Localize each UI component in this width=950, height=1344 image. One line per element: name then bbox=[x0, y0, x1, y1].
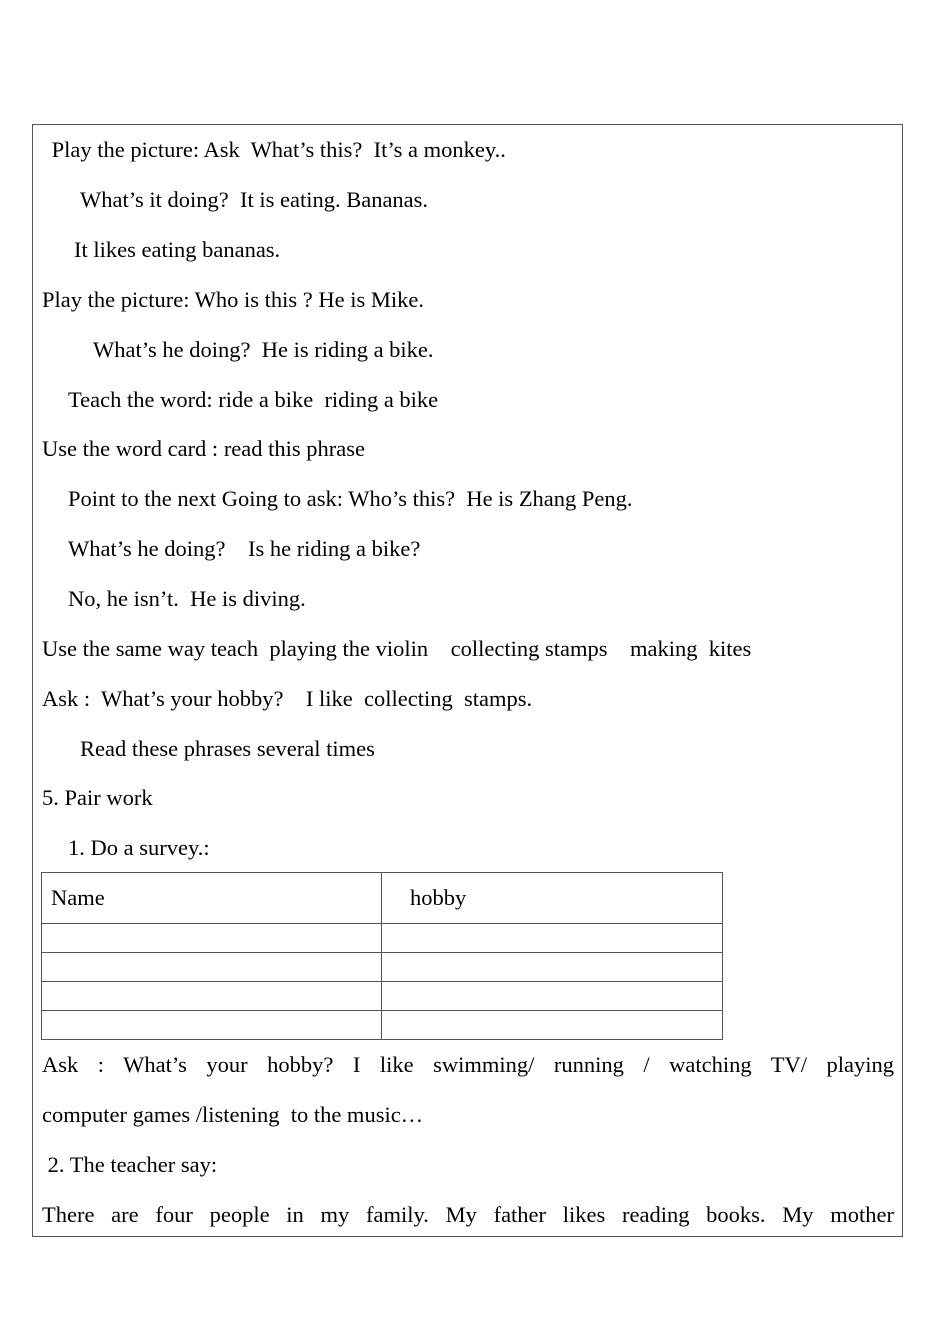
text-line: Ask : What’s your hobby? I like collecting stamps. bbox=[42, 686, 533, 711]
section-heading: 5. Pair work bbox=[42, 785, 153, 810]
survey-table bbox=[41, 872, 723, 1040]
table-cell bbox=[42, 924, 382, 953]
table-cell bbox=[382, 1011, 723, 1040]
text-line: Ask : What’s your hobby? I like swimming/ running / watching TV/ playing bbox=[42, 1052, 894, 1077]
text-line: Play the picture: Who is this ? He is Mike. bbox=[42, 287, 425, 312]
text-line: What’s it doing? It is eating. Bananas. bbox=[80, 187, 429, 212]
table-cell bbox=[382, 982, 723, 1011]
text-line: Teach the word: ride a bike riding a bike bbox=[68, 387, 439, 412]
text-line: What’s he doing? He is riding a bike. bbox=[93, 337, 434, 362]
table-row bbox=[42, 953, 723, 982]
lesson-plan-frame bbox=[32, 124, 903, 1237]
section-subheading: 1. Do a survey.: bbox=[68, 835, 210, 860]
text-line: computer games /listening to the music… bbox=[42, 1102, 424, 1127]
text-line: Play the picture: Ask What’s this? It’s a monkey.. bbox=[46, 137, 506, 162]
table-cell bbox=[42, 953, 382, 982]
text-line: No, he isn’t. He is diving. bbox=[68, 586, 306, 611]
table-row bbox=[42, 1011, 723, 1040]
table-row bbox=[42, 982, 723, 1011]
header-cell-name: Name bbox=[42, 873, 382, 924]
text-line: It likes eating bananas. bbox=[74, 237, 281, 262]
table-header-row bbox=[42, 873, 723, 924]
text-line: Use the word card : read this phrase bbox=[42, 436, 366, 461]
table-row bbox=[42, 924, 723, 953]
text-line: Point to the next Going to ask: Who’s this? He is Zhang Peng. bbox=[68, 486, 633, 511]
table-cell bbox=[42, 1011, 382, 1040]
text-line: Use the same way teach playing the violin collecting stamps making kites bbox=[42, 636, 752, 661]
table-cell bbox=[382, 924, 723, 953]
text-line: There are four people in my family. My father likes reading books. My mother bbox=[42, 1202, 894, 1227]
section-subheading: 2. The teacher say: bbox=[42, 1152, 218, 1177]
table-cell bbox=[42, 982, 382, 1011]
table-cell bbox=[382, 953, 723, 982]
text-line: What’s he doing? Is he riding a bike? bbox=[68, 536, 421, 561]
text-line: Read these phrases several times bbox=[80, 736, 375, 761]
header-cell-hobby: hobby bbox=[382, 873, 723, 924]
